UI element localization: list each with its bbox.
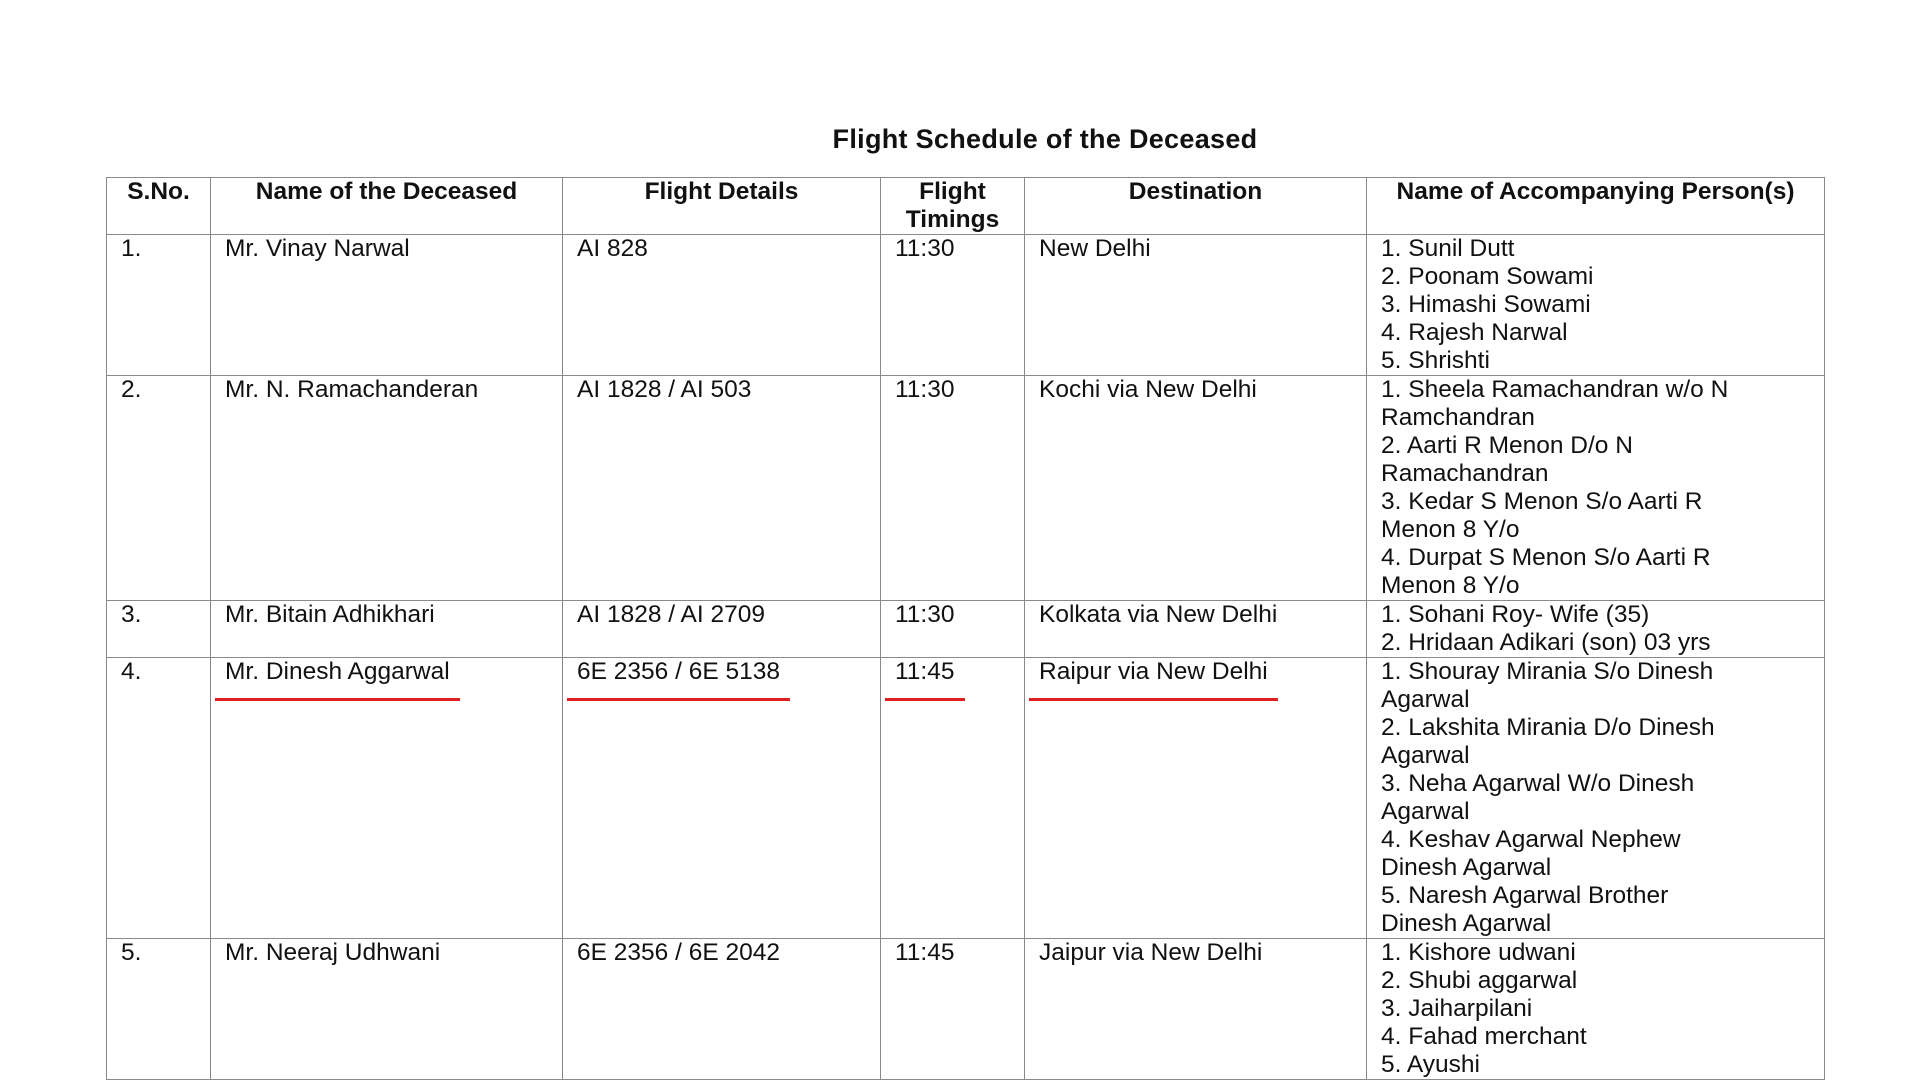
cell-flight-time — [881, 658, 1025, 939]
table-header-row — [107, 178, 1825, 235]
cell-destination: Kolkata via New Delhi — [1025, 601, 1367, 658]
cell-sno: 1. — [107, 235, 211, 376]
cell-sno: 2. — [107, 376, 211, 601]
cell-flight-details: 6E 2356 / 6E 2042 — [563, 939, 881, 1080]
cell-accompanying-persons: 1. Shouray Mirania S/o Dinesh Agarwal 2. Lakshita Mirania D/o Dinesh Agarwal 3. Neha Agarwal W/o Dinesh Agarwal 4. Keshav Agarwal Nephew Dinesh Agarwal 5. Naresh Agarwal Brother Dinesh Agarwal — [1367, 658, 1825, 939]
underlined-deceased-name: Mr. Dinesh Aggarwal — [225, 658, 450, 685]
cell-deceased-name: Mr. N. Ramachanderan — [211, 376, 563, 601]
table-row — [107, 235, 1825, 376]
cell-deceased-name: Mr. Neeraj Udhwani — [211, 939, 563, 1080]
flight-schedule-table — [106, 177, 1825, 1080]
table-row — [107, 376, 1825, 601]
document-title: Flight Schedule of the Deceased — [832, 124, 1258, 154]
cell-deceased-name — [211, 658, 563, 939]
cell-destination: New Delhi — [1025, 235, 1367, 376]
cell-deceased-name: Mr. Vinay Narwal — [211, 235, 563, 376]
cell-flight-time: 11:30 — [881, 601, 1025, 658]
cell-destination — [1025, 658, 1367, 939]
cell-flight-details: AI 1828 / AI 503 — [563, 376, 881, 601]
header-destination: Destination — [1025, 178, 1367, 235]
table-row — [107, 939, 1825, 1080]
table-row-highlighted — [107, 658, 1825, 939]
underlined-flight-time: 11:45 — [895, 658, 955, 685]
cell-sno: 4. — [107, 658, 211, 939]
header-sno: S.No. — [107, 178, 211, 235]
header-accompanying-persons: Name of Accompanying Person(s) — [1367, 178, 1825, 235]
cell-flight-time: 11:30 — [881, 376, 1025, 601]
cell-destination: Jaipur via New Delhi — [1025, 939, 1367, 1080]
cell-flight-details: AI 1828 / AI 2709 — [563, 601, 881, 658]
table-row — [107, 601, 1825, 658]
cell-sno: 5. — [107, 939, 211, 1080]
underlined-flight-details: 6E 2356 / 6E 5138 — [577, 658, 780, 685]
cell-accompanying-persons: 1. Sohani Roy- Wife (35) 2. Hridaan Adikari (son) 03 yrs — [1367, 601, 1825, 658]
cell-flight-details — [563, 658, 881, 939]
cell-deceased-name: Mr. Bitain Adhikhari — [211, 601, 563, 658]
header-name-of-deceased: Name of the Deceased — [211, 178, 563, 235]
cell-accompanying-persons: 1. Sunil Dutt 2. Poonam Sowami 3. Himashi Sowami 4. Rajesh Narwal 5. Shrishti — [1367, 235, 1825, 376]
cell-flight-details: AI 828 — [563, 235, 881, 376]
cell-destination: Kochi via New Delhi — [1025, 376, 1367, 601]
header-flight-timings: Flight Timings — [881, 178, 1025, 235]
cell-flight-time: 11:30 — [881, 235, 1025, 376]
underlined-destination: Raipur via New Delhi — [1039, 658, 1268, 685]
cell-accompanying-persons: 1. Sheela Ramachandran w/o N Ramchandran 2. Aarti R Menon D/o N Ramachandran 3. Kedar S Menon S/o Aarti R Menon 8 Y/o 4. Durpat S Menon S/o Aarti R Menon 8 Y/o — [1367, 376, 1825, 601]
cell-flight-time: 11:45 — [881, 939, 1025, 1080]
cell-sno: 3. — [107, 601, 211, 658]
header-flight-details: Flight Details — [563, 178, 881, 235]
cell-accompanying-persons: 1. Kishore udwani 2. Shubi aggarwal 3. Jaiharpilani 4. Fahad merchant 5. Ayushi — [1367, 939, 1825, 1080]
